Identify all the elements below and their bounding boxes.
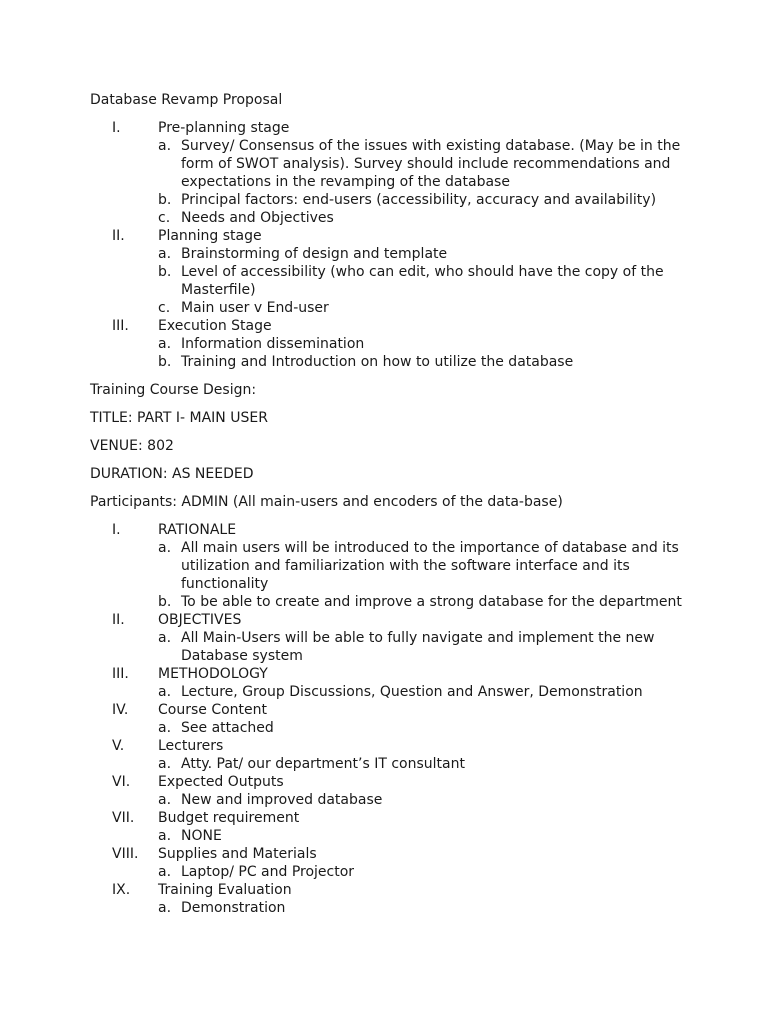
roman-numeral: IX. [112, 882, 131, 898]
document-page [90, 91, 690, 927]
sub-item-text: Brainstorming of design and template [181, 246, 448, 262]
section-label: Planning stage [158, 228, 262, 244]
section-label: Course Content [158, 702, 268, 718]
sub-item-letter: a. [158, 756, 172, 772]
section-label: Expected Outputs [158, 774, 284, 790]
sub-item-line [90, 557, 690, 575]
sub-item-text: Level of accessibility (who can edit, who should have the copy of the [181, 264, 664, 280]
sub-item-list [90, 719, 690, 737]
sub-item-letter [158, 575, 181, 593]
outline-section-heading [90, 845, 690, 863]
sub-item-list [90, 335, 690, 371]
training-heading: Training Course Design: [90, 382, 257, 398]
sub-item-line [90, 173, 690, 191]
sub-item-letter: a. [158, 828, 172, 844]
section-label: OBJECTIVES [158, 612, 242, 628]
sub-item-letter: b. [158, 264, 172, 280]
roman-numeral: I. [112, 120, 121, 136]
sub-item-line [90, 899, 690, 917]
outline-section-heading [90, 737, 690, 755]
sub-item-list [90, 245, 690, 317]
roman-numeral: VII. [112, 810, 135, 826]
roman-numeral: I. [112, 522, 121, 538]
sub-item-text: Principal factors: end-users (accessibility, accuracy and availability) [181, 192, 657, 208]
section-label: Lecturers [158, 738, 224, 754]
venue-line: VENUE: 802 [90, 438, 174, 454]
sub-item-letter: b. [158, 354, 172, 370]
sub-item-list [90, 683, 690, 701]
sub-item-line [90, 683, 690, 701]
sub-item-letter: a. [158, 864, 172, 880]
sub-item-letter: b. [158, 594, 172, 610]
roman-numeral: III. [112, 318, 129, 334]
section-label: Supplies and Materials [158, 846, 317, 862]
roman-numeral: IV. [112, 702, 129, 718]
sub-item-text: Lecture, Group Discussions, Question and Answer, Demonstration [181, 684, 643, 700]
sub-item-list [90, 791, 690, 809]
sub-item-line [90, 575, 690, 593]
sub-item-letter [158, 281, 181, 299]
roman-numeral: II. [112, 228, 125, 244]
sub-item-text: Atty. Pat/ our department’s IT consultant [181, 756, 465, 772]
section-label: Budget requirement [158, 810, 300, 826]
sub-item-text: utilization and familiarization with the software interface and its [181, 558, 630, 574]
sub-item-text: NONE [181, 828, 222, 844]
sub-item-text: Laptop/ PC and Projector [181, 864, 355, 880]
proposal-outline [90, 119, 690, 371]
sub-item-line [90, 539, 690, 557]
sub-item-line [90, 209, 690, 227]
sub-item-line [90, 137, 690, 155]
sub-item-letter: a. [158, 900, 172, 916]
outline-section-heading [90, 611, 690, 629]
section-label: Execution Stage [158, 318, 272, 334]
sub-item-line [90, 281, 690, 299]
outline-section [90, 773, 690, 809]
sub-item-line [90, 263, 690, 281]
roman-numeral: III. [112, 666, 129, 682]
sub-item-list [90, 539, 690, 611]
outline-section-heading [90, 773, 690, 791]
participants-line: Participants: ADMIN (All main-users and encoders of the data-base) [90, 494, 563, 510]
outline-section-heading [90, 665, 690, 683]
sub-item-letter: a. [158, 720, 172, 736]
sub-item-line [90, 191, 690, 209]
sub-item-letter: a. [158, 684, 172, 700]
sub-item-text: Survey/ Consensus of the issues with existing database. (May be in the [181, 138, 681, 154]
sub-item-line [90, 353, 690, 371]
outline-section [90, 701, 690, 737]
sub-item-letter: a. [158, 792, 172, 808]
roman-numeral: VIII. [112, 846, 139, 862]
outline-section [90, 737, 690, 773]
sub-item-text: See attached [181, 720, 274, 736]
outline-section [90, 665, 690, 701]
outline-section-heading [90, 809, 690, 827]
sub-item-line [90, 155, 690, 173]
sub-item-letter: a. [158, 540, 172, 556]
sub-item-letter: a. [158, 138, 172, 154]
outline-section [90, 881, 690, 917]
sub-item-text: Database system [181, 648, 303, 664]
sub-item-text: Demonstration [181, 900, 286, 916]
sub-item-letter: a. [158, 336, 172, 352]
sub-item-letter: a. [158, 246, 172, 262]
outline-section-heading [90, 521, 690, 539]
outline-section [90, 227, 690, 317]
outline-section [90, 611, 690, 665]
sub-item-text: expectations in the revamping of the database [181, 174, 510, 190]
sub-item-line [90, 827, 690, 845]
outline-section [90, 119, 690, 227]
sub-item-letter: b. [158, 192, 172, 208]
sub-item-text: Information dissemination [181, 336, 365, 352]
sub-item-letter [158, 647, 181, 665]
sub-item-line [90, 245, 690, 263]
roman-numeral: II. [112, 612, 125, 628]
outline-section [90, 809, 690, 845]
sub-item-text: Masterfile) [181, 282, 256, 298]
sub-item-line [90, 647, 690, 665]
sub-item-text: Main user v End-user [181, 300, 329, 316]
document-title: Database Revamp Proposal [90, 92, 283, 108]
sub-item-letter [158, 155, 181, 173]
sub-item-list [90, 755, 690, 773]
sub-item-text: All main users will be introduced to the importance of database and its [181, 540, 679, 556]
outline-section-heading [90, 701, 690, 719]
sub-item-text: To be able to create and improve a strong database for the department [181, 594, 682, 610]
roman-numeral: VI. [112, 774, 131, 790]
section-label: METHODOLOGY [158, 666, 268, 682]
outline-section-heading [90, 881, 690, 899]
sub-item-list [90, 629, 690, 665]
outline-section [90, 845, 690, 881]
course-title-line: TITLE: PART I- MAIN USER [90, 410, 268, 426]
sub-item-letter [158, 557, 181, 575]
sub-item-line [90, 299, 690, 317]
sub-item-text: All Main-Users will be able to fully navigate and implement the new [181, 630, 655, 646]
course-outline [90, 521, 690, 917]
section-label: Training Evaluation [158, 882, 292, 898]
outline-section-heading [90, 119, 690, 137]
duration-line: DURATION: AS NEEDED [90, 466, 254, 482]
sub-item-line [90, 629, 690, 647]
sub-item-letter [158, 173, 181, 191]
sub-item-text: functionality [181, 576, 269, 592]
section-label: Pre-planning stage [158, 120, 290, 136]
sub-item-list [90, 827, 690, 845]
roman-numeral: V. [112, 738, 125, 754]
sub-item-text: Training and Introduction on how to utilize the database [181, 354, 574, 370]
sub-item-line [90, 335, 690, 353]
sub-item-letter: c. [158, 300, 171, 316]
sub-item-line [90, 755, 690, 773]
sub-item-text: form of SWOT analysis). Survey should include recommendations and [181, 156, 671, 172]
sub-item-line [90, 719, 690, 737]
sub-item-letter: c. [158, 210, 171, 226]
sub-item-text: Needs and Objectives [181, 210, 334, 226]
outline-section [90, 317, 690, 371]
sub-item-list [90, 899, 690, 917]
sub-item-line [90, 863, 690, 881]
sub-item-letter: a. [158, 630, 172, 646]
sub-item-line [90, 791, 690, 809]
outline-section-heading [90, 227, 690, 245]
section-label: RATIONALE [158, 522, 237, 538]
sub-item-list [90, 137, 690, 227]
outline-section-heading [90, 317, 690, 335]
outline-section [90, 521, 690, 611]
sub-item-line [90, 593, 690, 611]
sub-item-list [90, 863, 690, 881]
sub-item-text: New and improved database [181, 792, 383, 808]
